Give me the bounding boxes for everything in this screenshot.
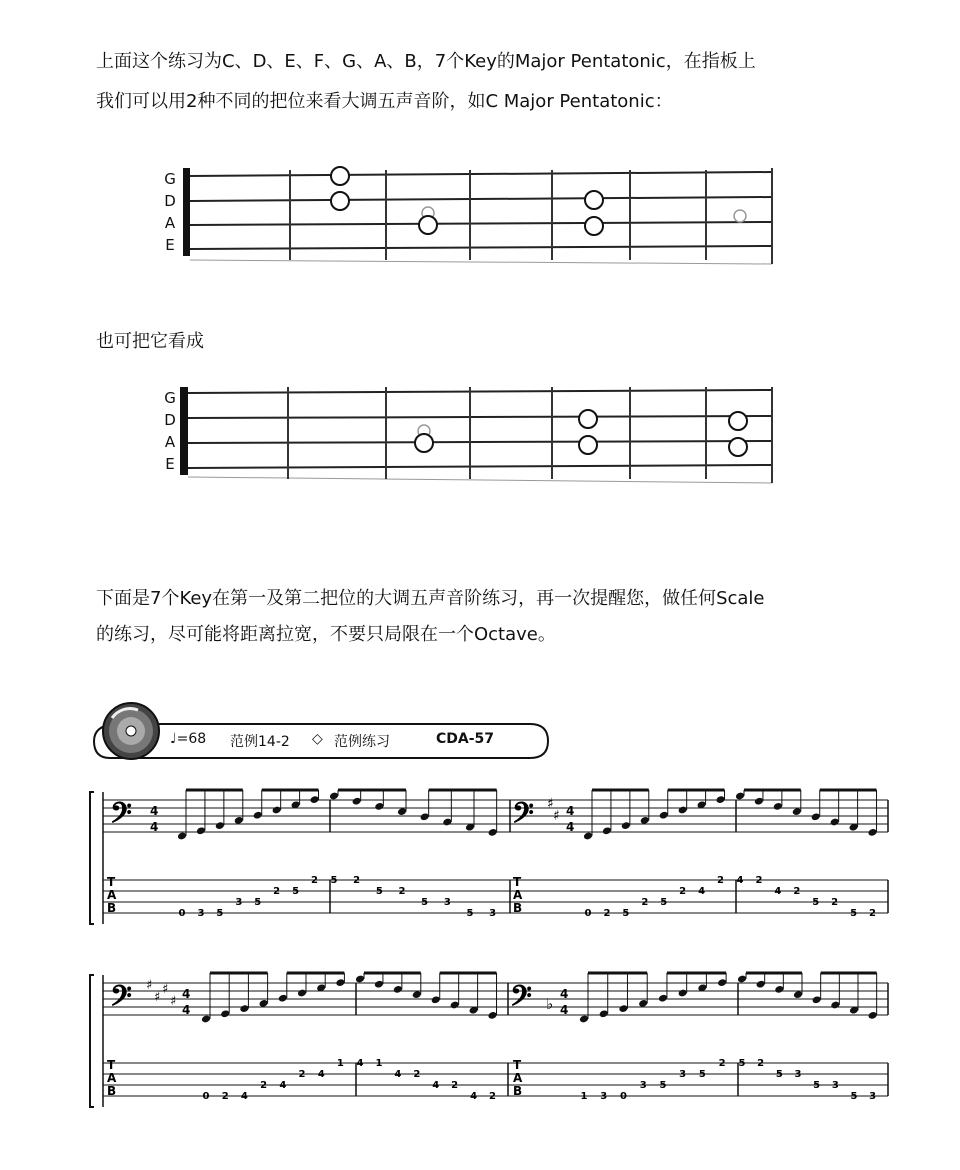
tab-label-t: T bbox=[513, 1058, 522, 1072]
tab-number: 2 bbox=[717, 875, 725, 886]
tab-number: 2 bbox=[679, 886, 687, 897]
sharp-icon: ♯ bbox=[162, 982, 169, 997]
tab-label-t: T bbox=[107, 875, 116, 889]
time-sig-bottom: 4 bbox=[182, 1003, 191, 1017]
practice-line-1: 下面是7个Key在第一及第二把位的大调五声音阶练习，再一次提醒您，做任何Scale bbox=[96, 588, 765, 609]
note-dot bbox=[729, 412, 747, 430]
string-d bbox=[188, 416, 772, 418]
sharp-icon: ♯ bbox=[146, 978, 153, 993]
tab-number: 2 bbox=[718, 1058, 726, 1069]
tab-number: 4 bbox=[394, 1069, 402, 1080]
tab-number: 5 bbox=[330, 875, 338, 886]
tab-label-a: A bbox=[107, 1071, 117, 1085]
tab-label-a: A bbox=[107, 888, 117, 902]
tab-number: 2 bbox=[298, 1069, 306, 1080]
notes-group bbox=[201, 973, 878, 1023]
tab-number: 3 bbox=[679, 1069, 687, 1080]
time-sig-bottom: 4 bbox=[150, 820, 159, 834]
tab-number: 2 bbox=[603, 908, 611, 919]
tab-number: 2 bbox=[641, 897, 649, 908]
tab-number: 5 bbox=[622, 908, 630, 919]
tab-number: 3 bbox=[600, 1091, 608, 1102]
tab-number: 2 bbox=[413, 1069, 421, 1080]
string-d bbox=[190, 197, 772, 201]
tab-number: 3 bbox=[443, 897, 451, 908]
tab-number: 0 bbox=[178, 908, 186, 919]
tab-number: 2 bbox=[831, 897, 839, 908]
tab-number: 5 bbox=[775, 1069, 783, 1080]
string-label-g: G bbox=[164, 170, 176, 188]
tab-number: 2 bbox=[260, 1080, 268, 1091]
sharp-icon: ♯ bbox=[553, 808, 560, 824]
cd-icon bbox=[98, 700, 168, 770]
banner-example: 范例14-2 bbox=[230, 734, 290, 750]
intro-line-1: 上面这个练习为C、D、E、F、G、A、B，7个Key的Major Pentatonic，在指板上 bbox=[96, 51, 756, 72]
score-system-2 bbox=[88, 967, 908, 1117]
string-label-e: E bbox=[165, 236, 175, 254]
intro-line-2: 我们可以用2种不同的把位来看大调五声音阶，如C Major Pentatonic： bbox=[96, 91, 673, 112]
string-a bbox=[190, 222, 772, 225]
tab-number: 4 bbox=[736, 875, 744, 886]
string-label-e: E bbox=[165, 455, 175, 473]
tab-number: 5 bbox=[216, 908, 224, 919]
time-sig-top: 4 bbox=[566, 804, 575, 818]
tab-number: 5 bbox=[254, 897, 262, 908]
system-bracket bbox=[90, 792, 94, 924]
tab-number: 2 bbox=[755, 875, 763, 886]
tab-number: 5 bbox=[659, 1080, 667, 1091]
tab-number: 5 bbox=[660, 897, 668, 908]
tab-numbers-group bbox=[203, 1058, 877, 1102]
tab-number: 4 bbox=[317, 1069, 325, 1080]
bass-clef-icon: 𝄢 bbox=[510, 980, 532, 1020]
tab-label-t: T bbox=[107, 1058, 116, 1072]
string-label-g: G bbox=[164, 389, 176, 407]
string-e bbox=[190, 246, 772, 249]
fretboard-edge bbox=[190, 260, 772, 264]
string-label-d: D bbox=[164, 411, 176, 429]
tab-number: 4 bbox=[356, 1058, 364, 1069]
note-dot-ghost bbox=[734, 210, 746, 222]
fretboard-edge bbox=[188, 477, 772, 483]
note-dot bbox=[331, 192, 349, 210]
tab-number: 4 bbox=[470, 1091, 478, 1102]
tab-number: 3 bbox=[235, 897, 243, 908]
string-e bbox=[188, 465, 772, 468]
tab-label-b: B bbox=[107, 1084, 117, 1098]
tab-number: 2 bbox=[311, 875, 319, 886]
tab-number: 4 bbox=[698, 886, 706, 897]
tab-label-t: T bbox=[513, 875, 522, 889]
tab-number: 2 bbox=[273, 886, 281, 897]
time-sig-top: 4 bbox=[150, 804, 159, 818]
tab-number: 5 bbox=[375, 886, 383, 897]
note-dot bbox=[729, 438, 747, 456]
banner-code: CDA-57 bbox=[436, 731, 495, 747]
tab-number: 5 bbox=[292, 886, 300, 897]
banner-diamond: ◇ bbox=[312, 731, 323, 747]
tab-number: 4 bbox=[240, 1091, 248, 1102]
note-dot bbox=[415, 434, 433, 452]
string-label-a: A bbox=[164, 214, 176, 232]
tab-number: 0 bbox=[202, 1091, 210, 1102]
tab-number: 5 bbox=[421, 897, 429, 908]
tab-number: 4 bbox=[432, 1080, 440, 1091]
tab-label-b: B bbox=[513, 901, 523, 915]
note-dot bbox=[585, 191, 603, 209]
tab-number: 1 bbox=[580, 1091, 588, 1102]
tab-number: 5 bbox=[850, 908, 858, 919]
tab-label-b: B bbox=[107, 901, 117, 915]
tab-number: 2 bbox=[451, 1080, 459, 1091]
string-g bbox=[188, 390, 772, 393]
example-banner bbox=[90, 700, 560, 780]
sharp-icon: ♯ bbox=[154, 990, 161, 1005]
tab-number: 3 bbox=[794, 1069, 802, 1080]
banner-label: 范例练习 bbox=[334, 734, 390, 750]
system-bracket bbox=[90, 975, 94, 1107]
tab-number: 1 bbox=[336, 1058, 344, 1069]
tab-number: 2 bbox=[793, 886, 801, 897]
tab-number: 0 bbox=[619, 1091, 627, 1102]
tab-number: 0 bbox=[584, 908, 592, 919]
time-sig-top: 4 bbox=[560, 987, 569, 1001]
nut bbox=[180, 387, 188, 475]
tab-number: 3 bbox=[869, 1091, 877, 1102]
note-dot bbox=[579, 410, 597, 428]
tab-number: 2 bbox=[869, 908, 877, 919]
tab-number: 3 bbox=[639, 1080, 647, 1091]
tab-number: 2 bbox=[398, 886, 406, 897]
time-sig-top: 4 bbox=[182, 987, 191, 1001]
tab-number: 5 bbox=[812, 897, 820, 908]
tab-number: 5 bbox=[850, 1091, 858, 1102]
tab-number: 3 bbox=[489, 908, 497, 919]
sharp-icon: ♯ bbox=[547, 796, 554, 812]
tab-number: 3 bbox=[831, 1080, 839, 1091]
note-dot bbox=[419, 216, 437, 234]
practice-line-2: 的练习，尽可能将距离拉宽，不要只局限在一个Octave。 bbox=[96, 624, 556, 645]
tab-number: 5 bbox=[698, 1069, 706, 1080]
note-dot bbox=[579, 436, 597, 454]
string-label-a: A bbox=[164, 433, 176, 451]
banner-tempo: ♩=68 bbox=[170, 731, 207, 747]
tab-label-a: A bbox=[513, 1071, 523, 1085]
tab-number: 5 bbox=[813, 1080, 821, 1091]
flat-icon: ♭ bbox=[546, 995, 554, 1013]
tab-number: 4 bbox=[774, 886, 782, 897]
string-g bbox=[190, 172, 772, 176]
bass-clef-icon: 𝄢 bbox=[110, 797, 132, 837]
time-sig-bottom: 4 bbox=[566, 820, 575, 834]
tab-number: 2 bbox=[757, 1058, 765, 1069]
string-label-d: D bbox=[164, 192, 176, 210]
note-dot bbox=[331, 167, 349, 185]
note-dot bbox=[585, 217, 603, 235]
tab-numbers-group bbox=[179, 875, 877, 919]
bass-clef-icon: 𝄢 bbox=[512, 797, 534, 837]
tab-number: 1 bbox=[375, 1058, 383, 1069]
tab-label-b: B bbox=[513, 1084, 523, 1098]
nut bbox=[183, 168, 190, 256]
tab-number: 2 bbox=[221, 1091, 229, 1102]
alt-caption: 也可把它看成 bbox=[96, 331, 204, 352]
tab-number: 5 bbox=[466, 908, 474, 919]
tab-number: 3 bbox=[197, 908, 205, 919]
time-sig-bottom: 4 bbox=[560, 1003, 569, 1017]
sharp-icon: ♯ bbox=[170, 994, 177, 1009]
fretboard-2-svg bbox=[160, 383, 790, 493]
score-system-1 bbox=[88, 784, 908, 934]
tab-number: 5 bbox=[738, 1058, 746, 1069]
tab-number: 2 bbox=[489, 1091, 497, 1102]
bass-clef-icon: 𝄢 bbox=[110, 980, 132, 1020]
tab-number: 2 bbox=[353, 875, 361, 886]
fretboard-1-svg bbox=[160, 164, 790, 274]
tab-label-a: A bbox=[513, 888, 523, 902]
string-a bbox=[188, 441, 772, 443]
tab-number: 4 bbox=[279, 1080, 287, 1091]
